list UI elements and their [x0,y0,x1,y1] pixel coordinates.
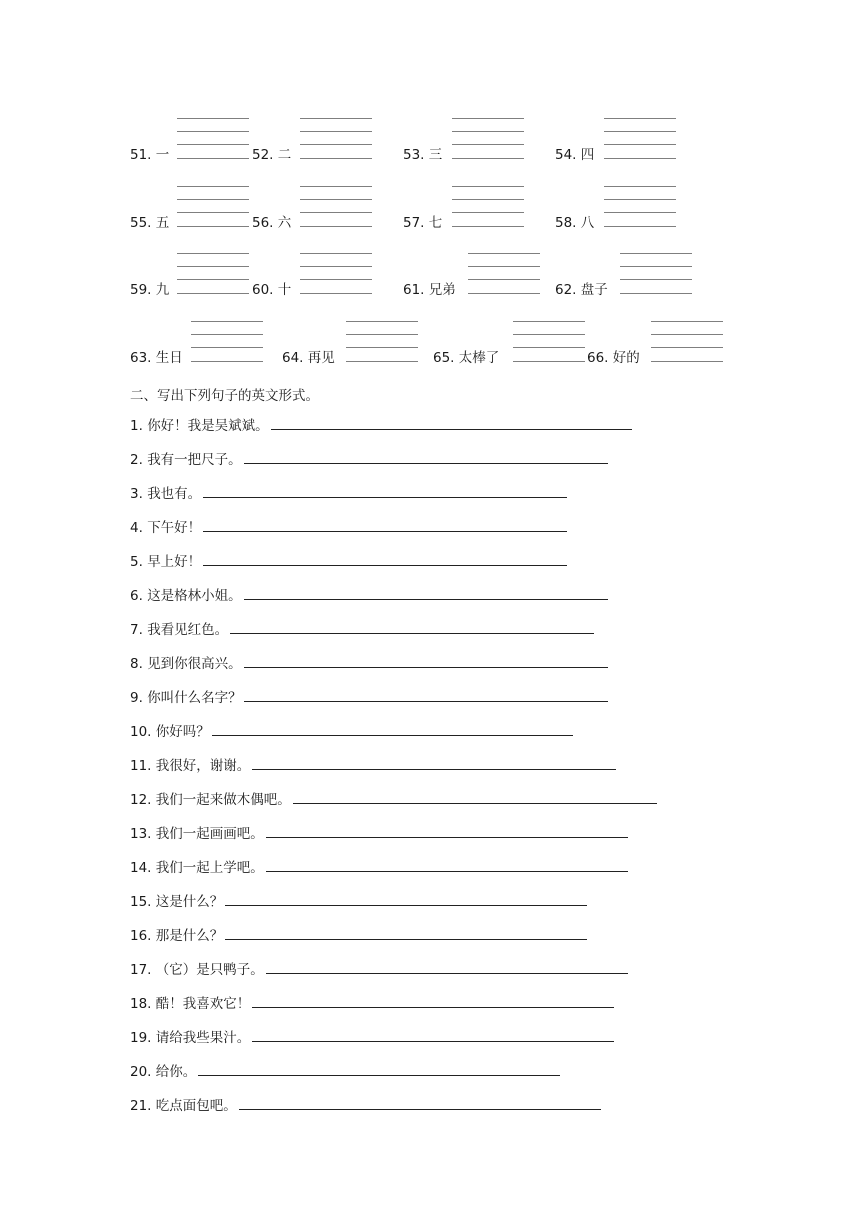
section-heading: 二、写出下列句子的英文形式。 [130,388,319,404]
sentence-item: 21. 吃点面包吧。 [130,1096,601,1114]
four-line-blank[interactable] [177,116,249,168]
item-label: 63. 生日 [130,350,183,366]
sentence-item: 11. 我很好，谢谢。 [130,756,616,774]
four-line-blank[interactable] [300,184,372,236]
item-label: 57. 七 [403,215,443,231]
four-line-blank[interactable] [191,319,263,371]
sentence-item: 5. 早上好！ [130,552,567,570]
sentence-item: 17. （它）是只鸭子。 [130,960,628,978]
sentence-item: 16. 那是什么？ [130,926,587,944]
item-label: 60. 十 [252,282,292,298]
four-line-blank[interactable] [452,116,524,168]
four-line-blank[interactable] [468,251,540,303]
four-line-blank[interactable] [300,251,372,303]
item-label: 53. 三 [403,147,443,163]
sentence-item: 7. 我看见红色。 [130,620,594,638]
item-label: 56. 六 [252,215,292,231]
answer-blank[interactable] [244,688,608,702]
sentence-item: 8. 见到你很高兴。 [130,654,608,672]
sentence-item: 2. 我有一把尺子。 [130,450,608,468]
answer-blank[interactable] [203,484,567,498]
sentence-item: 20. 给你。 [130,1062,560,1080]
answer-blank[interactable] [225,926,587,940]
item-label: 59. 九 [130,282,170,298]
answer-blank[interactable] [271,416,632,430]
sentence-item: 18. 酷！我喜欢它！ [130,994,614,1012]
answer-blank[interactable] [244,654,608,668]
four-line-blank[interactable] [300,116,372,168]
item-label: 54. 四 [555,147,595,163]
answer-blank[interactable] [203,552,567,566]
sentence-item: 1. 你好！我是吴斌斌。 [130,416,632,434]
answer-blank[interactable] [252,994,614,1008]
item-label: 55. 五 [130,215,170,231]
answer-blank[interactable] [252,756,616,770]
answer-blank[interactable] [230,620,594,634]
sentence-item: 10. 你好吗？ [130,722,573,740]
answer-blank[interactable] [212,722,573,736]
sentence-item: 12. 我们一起来做木偶吧。 [130,790,657,808]
sentence-item: 9. 你叫什么名字？ [130,688,608,706]
item-label: 52. 二 [252,147,292,163]
answer-blank[interactable] [266,960,628,974]
four-line-blank[interactable] [604,116,676,168]
sentence-item: 4. 下午好！ [130,518,567,536]
item-label: 51. 一 [130,147,170,163]
answer-blank[interactable] [244,586,608,600]
four-line-blank[interactable] [177,251,249,303]
item-label: 61. 兄弟 [403,282,456,298]
item-label: 62. 盘子 [555,282,608,298]
sentence-item: 3. 我也有。 [130,484,567,502]
item-label: 64. 再见 [282,350,335,366]
sentence-item: 13. 我们一起画画吧。 [130,824,628,842]
sentence-item: 6. 这是格林小姐。 [130,586,608,604]
four-line-blank[interactable] [651,319,723,371]
answer-blank[interactable] [198,1062,560,1076]
item-label: 66. 好的 [587,350,640,366]
four-line-blank[interactable] [604,184,676,236]
item-label: 65. 太棒了 [433,350,500,366]
answer-blank[interactable] [225,892,587,906]
four-line-blank[interactable] [346,319,418,371]
answer-blank[interactable] [293,790,657,804]
answer-blank[interactable] [252,1028,614,1042]
item-label: 58. 八 [555,215,595,231]
answer-blank[interactable] [203,518,567,532]
answer-blank[interactable] [266,824,628,838]
four-line-blank[interactable] [513,319,585,371]
answer-blank[interactable] [239,1096,601,1110]
sentence-item: 15. 这是什么？ [130,892,587,910]
four-line-blank[interactable] [620,251,692,303]
sentence-item: 14. 我们一起上学吧。 [130,858,628,876]
answer-blank[interactable] [244,450,608,464]
four-line-blank[interactable] [452,184,524,236]
four-line-blank[interactable] [177,184,249,236]
answer-blank[interactable] [266,858,628,872]
sentence-item: 19. 请给我些果汁。 [130,1028,614,1046]
